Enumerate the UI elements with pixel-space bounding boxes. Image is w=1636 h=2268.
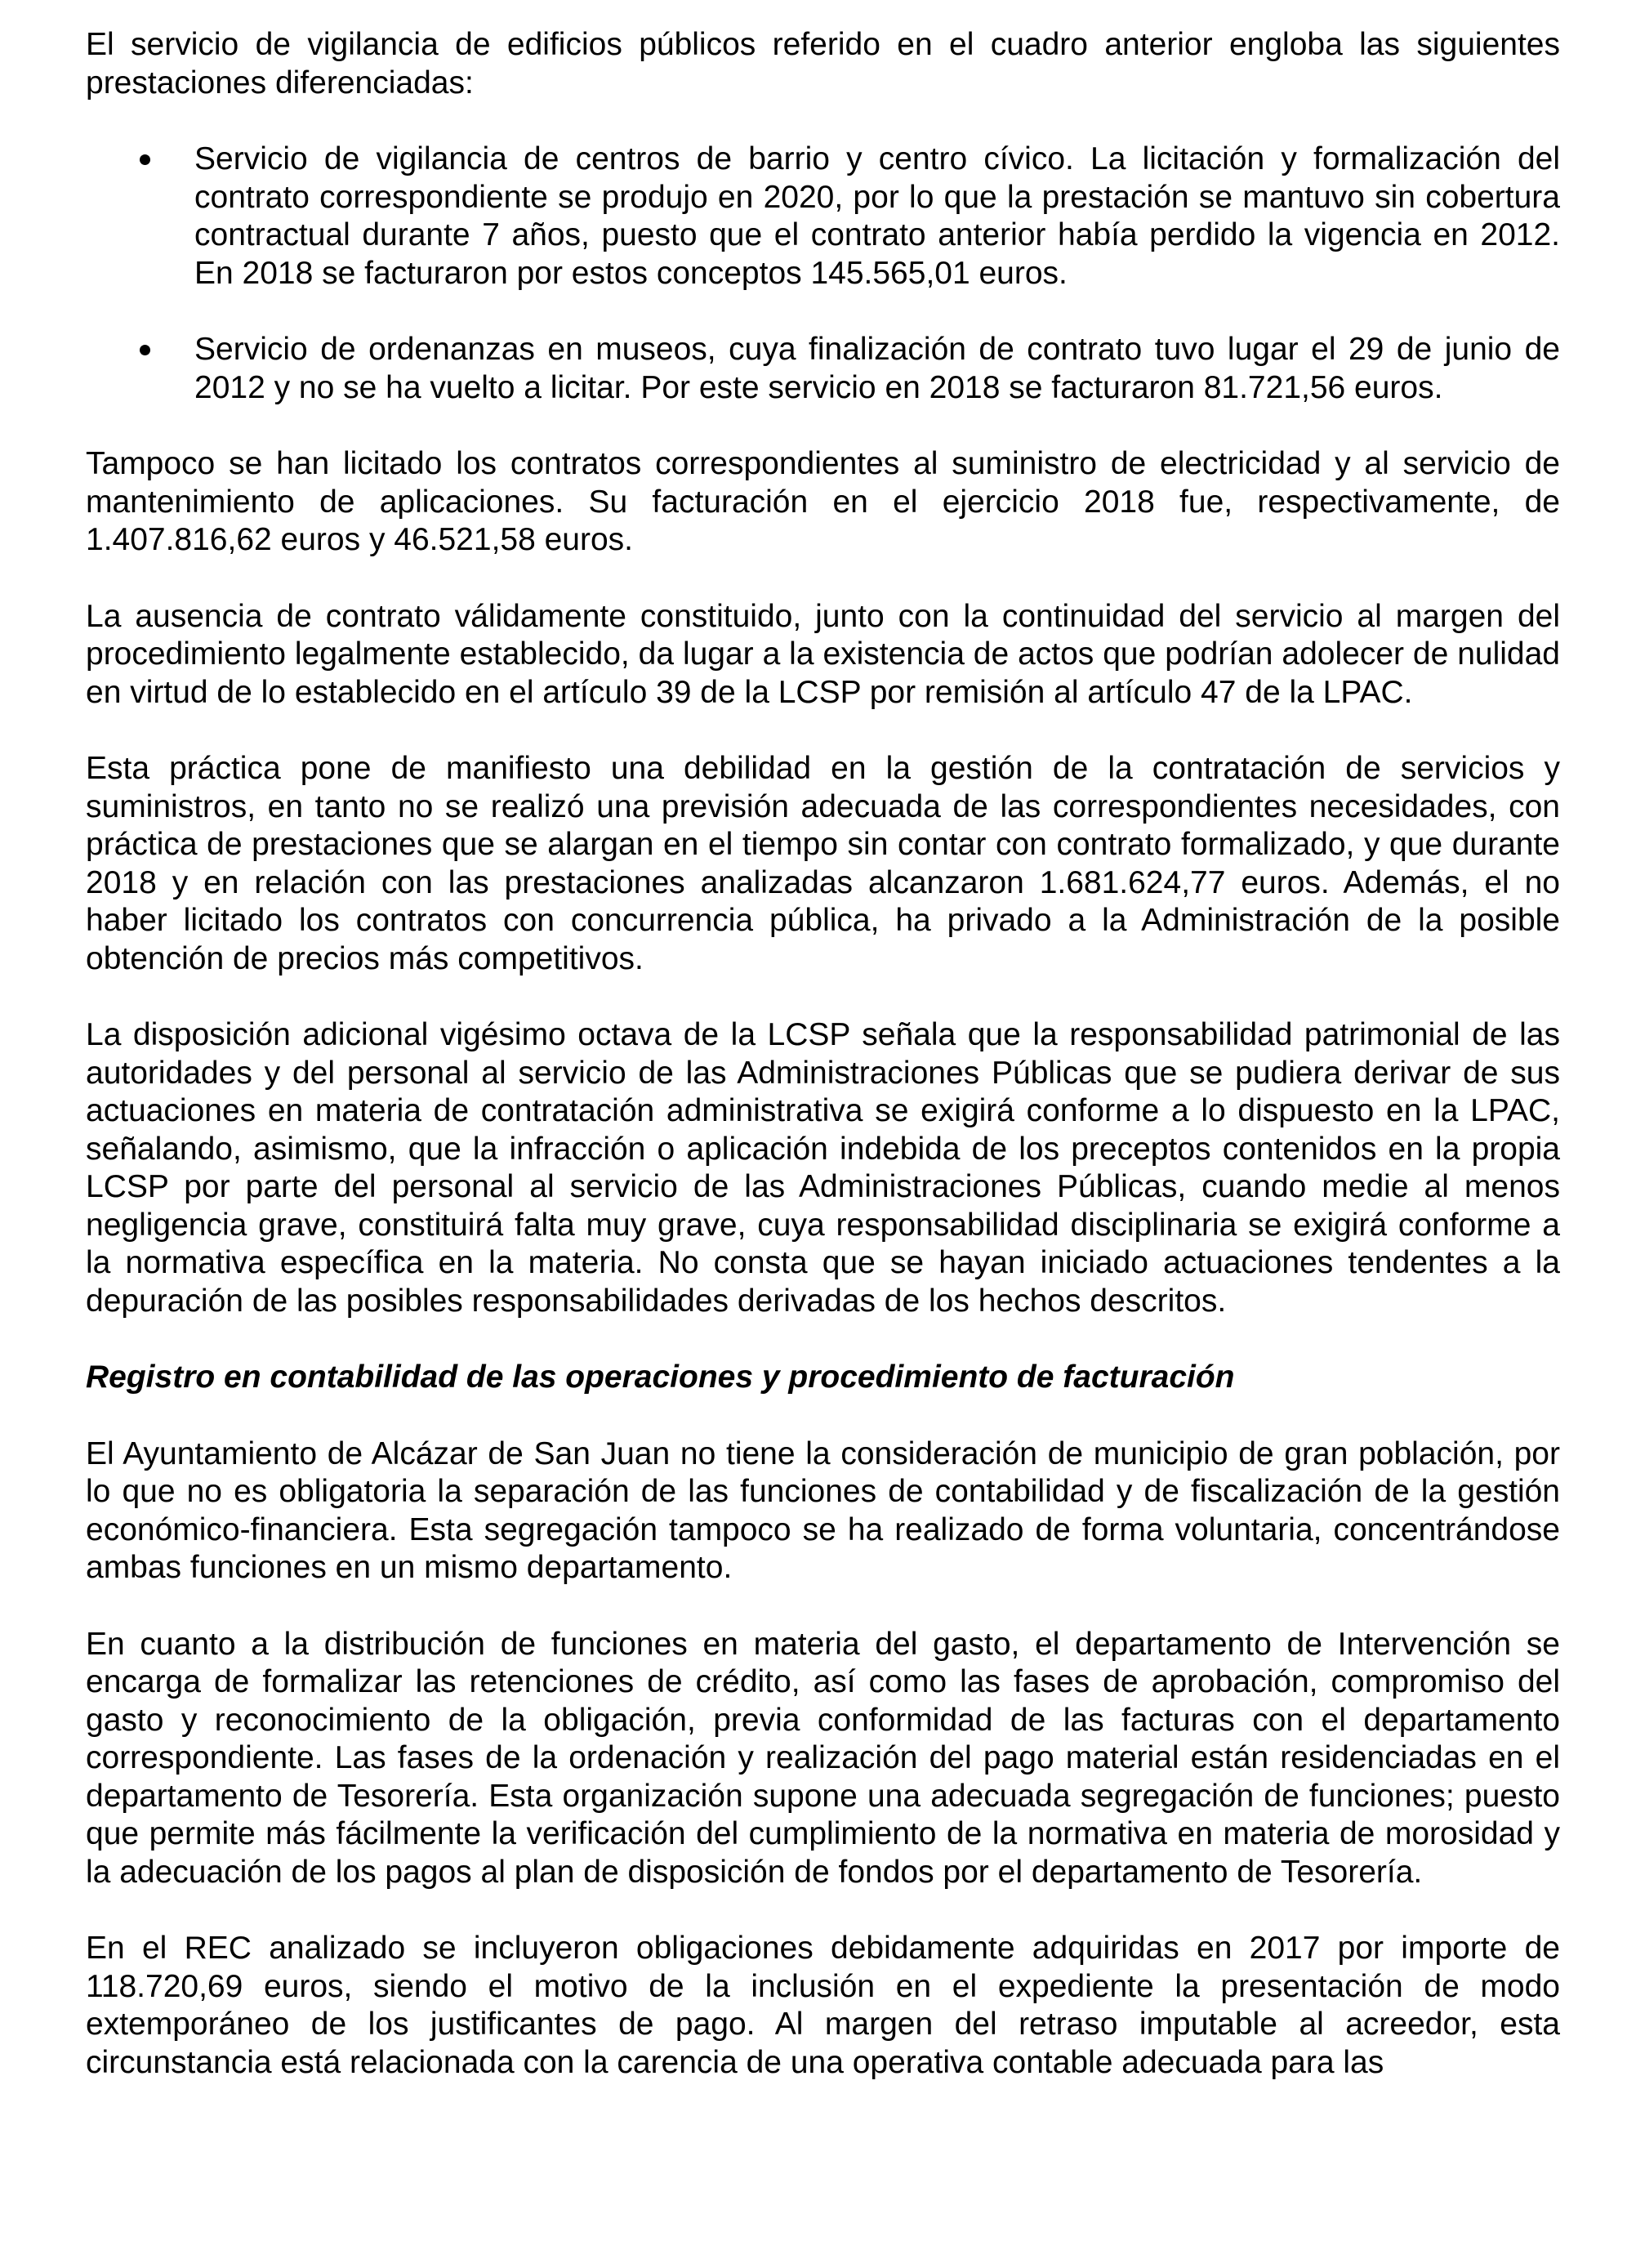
list-item-text: Servicio de vigilancia de centros de barrio y centro cívico. La licitación y formalización del contrato correspondiente se produjo en 2020, por lo que la prestación se mantuvo sin cobertura contractual durante 7 años, puesto que el contrato anterior había perdido la vigencia en 2012. En 2018 se facturaron por estos conceptos 145.565,01 euros. (194, 141, 1560, 291)
document-page (86, 26, 1560, 2120)
bullet-icon (140, 154, 150, 165)
list-item (86, 141, 1560, 292)
paragraph-rec-analysis: En el REC analizado se incluyeron obligaciones debidamente adquiridas en 2017 por importe de 118.720,69 euros, siendo el motivo de la inclusión en el expediente la presentación de modo extemporáneo de los justificantes de pago. Al margen del retraso imputable al acreedor, esta circunstancia está relacionada con la carencia de una operativa contable adecuada para las (86, 1931, 1560, 2080)
bullet-list (86, 141, 1560, 407)
paragraph-function-distribution: En cuanto a la distribución de funciones en materia del gasto, el departamento de Intervención se encarga de formalizar las retenciones de crédito, así como las fases de aprobación, compromiso del gasto y reconocimiento de la obligación, previa conformidad de las facturas con el departamento correspondiente. Las fases de la ordenación y realización del pago material están residenciadas en el departamento de Tesorería. Esta organización supone una adecuada segregación de funciones; puesto que permite más fácilmente la verificación del cumplimiento de la normativa en materia de morosidad y la adecuación de los pagos al plan de disposición de fondos por el departamento de Tesorería. (86, 1626, 1560, 1890)
intro-paragraph: El servicio de vigilancia de edificios públicos referido en el cuadro anterior engloba las siguientes prestaciones diferenciadas: (86, 27, 1560, 100)
list-item-text: Servicio de ordenanzas en museos, cuya finalización de contrato tuvo lugar el 29 de junio de 2012 y no se ha vuelto a licitar. Por este servicio en 2018 se facturaron 81.721,56 euros. (194, 332, 1560, 405)
section-heading: Registro en contabilidad de las operaciones y procedimiento de facturación (86, 1359, 1235, 1395)
bullet-icon (140, 345, 150, 355)
paragraph-electricity-contracts: Tampoco se han licitado los contratos correspondientes al suministro de electricidad y al servicio de mantenimiento de aplicaciones. Su facturación en el ejercicio 2018 fue, respectivamente, de 1.407.816,62 euros y 46.521,58 euros. (86, 446, 1560, 557)
paragraph-additional-provision: La disposición adicional vigésimo octava de la LCSP señala que la responsabilidad patrimonial de las autoridades y del personal al servicio de las Administraciones Públicas que se pudiera derivar de sus actuaciones en materia de contratación administrativa se exigirá conforme a lo dispuesto en la LPAC, señalando, asimismo, que la infracción o aplicación indebida de los preceptos contenidos en la propia LCSP por parte del personal al servicio de las Administraciones Públicas, cuando medie al menos negligencia grave, constituirá falta muy grave, cuya responsabilidad disciplinaria se exigirá conforme a la normativa específica en la materia. No consta que se hayan iniciado actuaciones tendentes a la depuración de las posibles responsabilidades derivadas de los hechos descritos. (86, 1017, 1560, 1319)
paragraph-management-weakness: Esta práctica pone de manifiesto una debilidad en la gestión de la contratación de servicios y suministros, en tanto no se realizó una previsión adecuada de las correspondientes necesidades, con práctica de prestaciones que se alargan en el tiempo sin contar con contrato formalizado, y que durante 2018 y en relación con las prestaciones analizadas alcanzaron 1.681.624,77 euros. Además, el no haber licitado los contratos con concurrencia pública, ha privado a la Administración de la posible obtención de precios más competitivos. (86, 751, 1560, 976)
paragraph-contract-absence: La ausencia de contrato válidamente constituido, junto con la continuidad del servicio al margen del procedimiento legalmente establecido, da lugar a la existencia de actos que podrían adolecer de nulidad en virtud de lo establecido en el artículo 39 de la LCSP por remisión al artículo 47 de la LPAC. (86, 598, 1560, 710)
list-item (86, 331, 1560, 407)
paragraph-municipality: El Ayuntamiento de Alcázar de San Juan no tiene la consideración de municipio de gran población, por lo que no es obligatoria la separación de las funciones de contabilidad y de fiscalización de la gestión económico-financiera. Esta segregación tampoco se ha realizado de forma voluntaria, concentrándose ambas funciones en un mismo departamento. (86, 1435, 1560, 1585)
